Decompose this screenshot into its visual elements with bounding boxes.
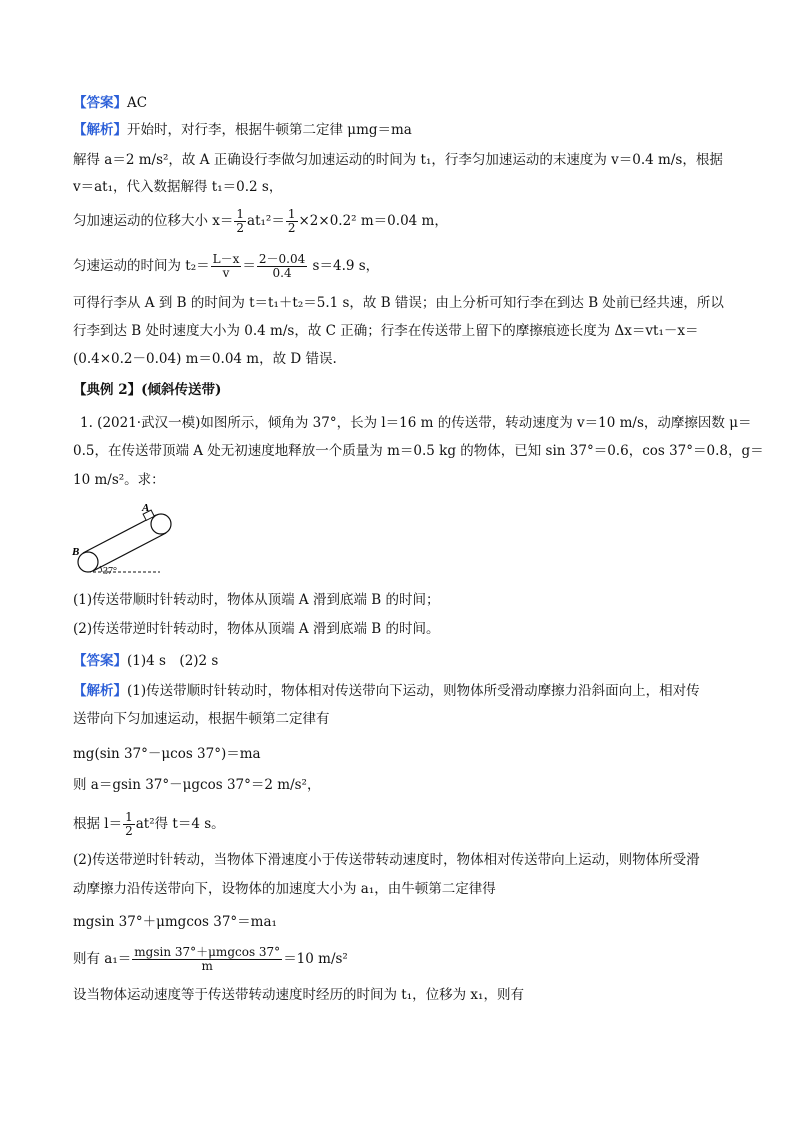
fraction-numerator: 1 (236, 207, 245, 221)
conveyor-belt-figure (70, 503, 190, 583)
text-span: 则有 a₁＝ (73, 951, 132, 967)
question-line: 0.5，在传送带顶端 A 处无初速度地释放一个质量为 m＝0.5 kg 的物体，已知 sin 37°＝0.6，cos 37°＝0.8，g＝ (73, 443, 764, 459)
fraction-values (257, 253, 307, 280)
label-b: B (72, 546, 80, 558)
text-span: ＝10 m/s² (283, 951, 348, 967)
text-line: 设当物体运动速度等于传送带转动速度时经历的时间为 t₁，位移为 x₁，则有 (73, 987, 524, 1003)
text-span: s＝4.9 s， (312, 258, 380, 274)
text-line: v＝at₁，代入数据解得 t₁＝0.2 s， (73, 179, 283, 195)
sub-question-1: (1)传送带顺时针转动时，物体从顶端 A 滑到底端 B 的时间； (73, 592, 440, 608)
analysis-text: 开始时，对行李，根据牛顿第二定律 μmg＝ma (127, 122, 412, 138)
fraction-numerator: mgsin 37°＋μmgcos 37° (134, 945, 281, 959)
fraction-denominator: 2 (236, 221, 245, 235)
fraction-numerator: 1 (287, 207, 296, 221)
fraction-half (286, 208, 298, 235)
text-line: 动摩擦力沿传送带向下，设物体的加速度大小为 a₁，由牛顿第二定律得 (73, 881, 496, 897)
answer-line-1 (73, 94, 147, 112)
label-a: A (142, 503, 150, 514)
angle-label: 37° (103, 566, 117, 577)
text-span: at₁²＝ (247, 213, 285, 229)
answer-label: 【答案】 (73, 95, 127, 111)
fraction-denominator: v (222, 266, 230, 280)
answer-line-2 (73, 652, 218, 670)
text-span: 根据 l＝ (73, 816, 123, 832)
equation-line: mg(sin 37°－μcos 37°)＝ma (73, 746, 261, 762)
belt-upper-edge (83, 515, 156, 553)
text-line: (0.4×0.2－0.04) m＝0.04 m，故 D 错误. (73, 351, 337, 367)
equation-line: 则 a＝gsin 37°－μgcos 37°＝2 m/s²， (73, 777, 321, 793)
fraction-a1 (132, 946, 282, 973)
analysis-line-1 (73, 121, 412, 139)
answer-value: AC (127, 95, 148, 111)
analysis-label: 【解析】 (73, 122, 127, 138)
fraction-half (234, 208, 246, 235)
fraction-numerator: L－x (212, 252, 240, 266)
question-line: 1. (2021·武汉一模)如图所示，倾角为 37°，长为 l＝16 m 的传送带，转动速度为 v＝10 m/s，动摩擦因数 μ＝ (80, 415, 752, 431)
text-span: 匀加速运动的位移大小 x＝ (73, 213, 234, 229)
text-span: ×2×0.2² m＝0.04 m， (298, 213, 448, 229)
bottom-pulley (78, 552, 98, 572)
fraction-half (123, 811, 135, 838)
equation-line-a1 (73, 946, 348, 973)
text-span: at² (135, 816, 155, 832)
text-span: 得 t＝4 s。 (154, 816, 225, 832)
fraction-l-minus-x (211, 253, 242, 280)
text-line: 送带向下匀加速运动，根据牛顿第二定律有 (73, 711, 330, 727)
sub-question-2: (2)传送带逆时针转动时，物体从顶端 A 滑到底端 B 的时间。 (73, 621, 440, 637)
fraction-denominator: 2 (125, 824, 133, 838)
text-line: (2)传送带逆时针转动，当物体下滑速度小于传送带转动速度时，物体相对传送带向上运动，则物体所受滑 (73, 852, 700, 868)
text-line: 行李到达 B 处时速度大小为 0.4 m/s，故 C 正确；行李在传送带上留下的摩擦痕迹长度为 Δx＝vt₁－x＝ (73, 323, 699, 339)
fraction-denominator: 0.4 (272, 266, 292, 280)
equation-line: mgsin 37°＋μmgcos 37°＝ma₁ (73, 914, 277, 930)
top-pulley (151, 514, 171, 534)
analysis-line-2 (73, 682, 700, 700)
fraction-denominator: 2 (287, 221, 296, 235)
answer-value: (1)4 s (2)2 s (127, 653, 219, 669)
fraction-denominator: m (201, 959, 213, 973)
text-line: 可得行李从 A 到 B 的时间为 t＝t₁＋t₂＝5.1 s，故 B 错误；由上分析可知行李在到达 B 处前已经共速，所以 (73, 295, 724, 311)
analysis-text: (1)传送带顺时针转动时，物体相对传送带向下运动，则物体所受滑动摩擦力沿斜面向上，相对传 (127, 683, 700, 699)
answer-label: 【答案】 (73, 653, 127, 669)
text-line: 解得 a＝2 m/s²，故 A 正确设行李做匀加速运动的时间为 t₁，行李匀加速运动的末速度为 v＝0.4 m/s，根据 (73, 152, 723, 168)
question-line: 10 m/s²。求： (73, 472, 165, 488)
analysis-label: 【解析】 (73, 683, 127, 699)
text-span: 匀速运动的时间为 t₂＝ (73, 258, 210, 274)
equation-line-time: 匀速运动的时间为 t₂＝ $\frac{L-x}{v}$ ＝ $\frac{2-0.04}{0.4}$ s＝4.9 s， (73, 252, 380, 280)
example-heading: 【典例 2】(倾斜传送带) (73, 382, 222, 398)
fraction-numerator: 1 (125, 810, 133, 824)
fraction-numerator: 2－0.04 (258, 252, 306, 266)
equation-line-l (73, 811, 225, 838)
equation-line-displacement (73, 208, 448, 235)
